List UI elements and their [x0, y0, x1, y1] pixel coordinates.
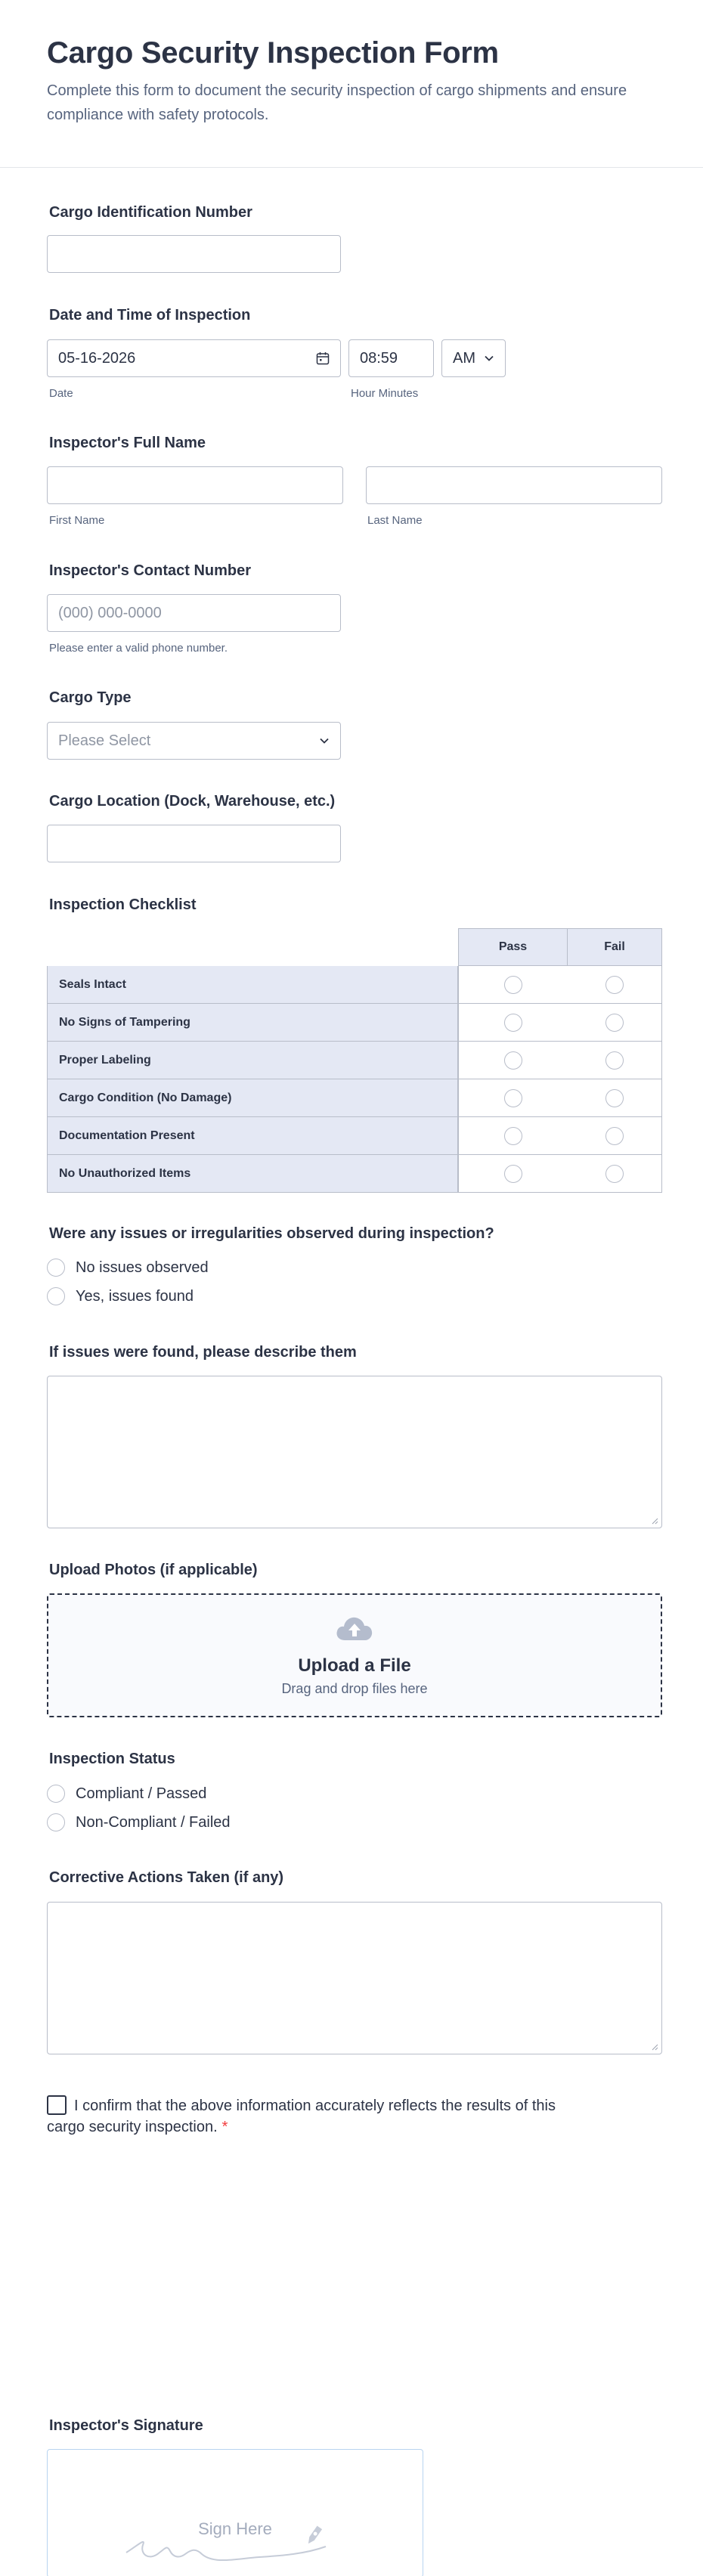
chevron-down-icon: [319, 735, 330, 746]
matrix-cell-pass[interactable]: [458, 1079, 568, 1117]
resize-handle-icon[interactable]: [651, 1517, 658, 1525]
radio-pass[interactable]: [504, 976, 522, 994]
first-name-input[interactable]: [47, 466, 343, 504]
inspector-name-label: Inspector's Full Name: [49, 435, 206, 451]
upload-title: Upload a File: [298, 1655, 411, 1676]
form-subtitle: Complete this form to document the security inspection of cargo shipments and ensure compliance with safety protocols.: [47, 82, 627, 123]
upload-subtitle: Drag and drop files here: [281, 1681, 428, 1696]
matrix-row-label: Documentation Present: [47, 1117, 458, 1155]
option-issues-found[interactable]: [47, 1286, 194, 1307]
cargo-type-placeholder: Please Select: [58, 732, 151, 749]
matrix-cell-fail[interactable]: [567, 1155, 662, 1193]
last-name-input[interactable]: [366, 466, 662, 504]
cargo-location-input[interactable]: [47, 825, 341, 862]
first-name-sublabel: First Name: [49, 514, 105, 527]
radio-fail[interactable]: [605, 1051, 624, 1070]
radio-fail[interactable]: [605, 976, 624, 994]
cargo-type-label: Cargo Type: [49, 689, 132, 706]
matrix-col-fail: Fail: [567, 928, 662, 966]
matrix-cell-pass[interactable]: [458, 1155, 568, 1193]
issues-description-label: If issues were found, please describe them: [49, 1344, 357, 1361]
matrix-cell-pass[interactable]: [458, 1117, 568, 1155]
issues-description-textarea[interactable]: [47, 1376, 662, 1528]
ampm-select[interactable]: [441, 339, 506, 377]
time-input[interactable]: [348, 339, 434, 377]
radio-fail[interactable]: [605, 1089, 624, 1107]
upload-label: Upload Photos (if applicable): [49, 1562, 258, 1578]
radio-fail[interactable]: [605, 1165, 624, 1183]
confirm-text: I confirm that the above information accurately reflects the results of this cargo security inspection.: [47, 2098, 556, 2135]
cargo-id-label: Cargo Identification Number: [49, 204, 252, 221]
form-title: Cargo Security Inspection Form: [47, 36, 499, 70]
matrix-col-pass: Pass: [458, 928, 568, 966]
radio-no-issues[interactable]: [47, 1259, 65, 1277]
option-issues-found-label: Yes, issues found: [76, 1287, 194, 1305]
time-sublabel: Hour Minutes: [351, 387, 419, 400]
cargo-id-input[interactable]: [47, 235, 341, 273]
radio-fail[interactable]: [605, 1127, 624, 1145]
corrective-label: Corrective Actions Taken (if any): [49, 1869, 284, 1886]
matrix-row: [47, 1117, 662, 1155]
cargo-location-label: Cargo Location (Dock, Warehouse, etc.): [49, 793, 336, 810]
phone-hint: Please enter a valid phone number.: [49, 642, 228, 655]
datetime-label: Date and Time of Inspection: [49, 307, 251, 324]
signature-pad[interactable]: [47, 2449, 423, 2576]
radio-pass[interactable]: [504, 1127, 522, 1145]
matrix-cell-fail[interactable]: [567, 1117, 662, 1155]
last-name-sublabel: Last Name: [367, 514, 423, 527]
status-label: Inspection Status: [49, 1751, 175, 1767]
matrix-cell-pass[interactable]: [458, 1004, 568, 1042]
chevron-down-icon: [484, 353, 494, 364]
matrix-row-label: Proper Labeling: [47, 1042, 458, 1079]
confirm-checkbox[interactable]: [47, 2095, 67, 2115]
form-header: [0, 0, 703, 168]
file-upload-dropzone[interactable]: [47, 1593, 662, 1717]
matrix-cell-fail[interactable]: [567, 966, 662, 1004]
option-non-compliant-label: Non-Compliant / Failed: [76, 1813, 231, 1831]
radio-issues-found[interactable]: [47, 1287, 65, 1305]
option-compliant-label: Compliant / Passed: [76, 1785, 207, 1802]
radio-pass[interactable]: [504, 1051, 522, 1070]
matrix-row-label: No Signs of Tampering: [47, 1004, 458, 1042]
matrix-row-label: Seals Intact: [47, 966, 458, 1004]
calendar-icon[interactable]: [316, 351, 330, 365]
contact-label: Inspector's Contact Number: [49, 562, 252, 579]
cloud-upload-icon: [335, 1613, 374, 1643]
resize-handle-icon[interactable]: [651, 2043, 658, 2051]
time-value: 08:59: [360, 349, 398, 367]
matrix-cell-pass[interactable]: [458, 1042, 568, 1079]
confirm-checkbox-row[interactable]: [47, 2095, 576, 2138]
matrix-cell-pass[interactable]: [458, 966, 568, 1004]
option-non-compliant[interactable]: [47, 1812, 231, 1833]
matrix-row: [47, 1004, 662, 1042]
cargo-type-select[interactable]: [47, 722, 341, 760]
matrix-row: [47, 1079, 662, 1117]
phone-input[interactable]: [47, 594, 341, 632]
corrective-textarea[interactable]: [47, 1902, 662, 2054]
radio-pass[interactable]: [504, 1165, 522, 1183]
option-compliant[interactable]: [47, 1783, 206, 1804]
radio-pass[interactable]: [504, 1089, 522, 1107]
matrix-cell-fail[interactable]: [567, 1004, 662, 1042]
signature-placeholder: Sign Here: [198, 2519, 272, 2538]
option-no-issues-label: No issues observed: [76, 1259, 209, 1276]
ampm-value: AM: [453, 349, 475, 367]
issues-observed-label: Were any issues or irregularities observed during inspection?: [49, 1225, 494, 1242]
matrix-row-label: No Unauthorized Items: [47, 1155, 458, 1193]
matrix-cell-fail[interactable]: [567, 1042, 662, 1079]
option-no-issues[interactable]: [47, 1257, 209, 1278]
date-sublabel: Date: [49, 387, 73, 400]
matrix-row: [47, 966, 662, 1004]
date-input[interactable]: [47, 339, 341, 377]
radio-fail[interactable]: [605, 1014, 624, 1032]
radio-compliant[interactable]: [47, 1785, 65, 1803]
required-mark: *: [221, 2119, 228, 2135]
radio-pass[interactable]: [504, 1014, 522, 1032]
date-value: 05-16-2026: [58, 349, 136, 367]
checklist-label: Inspection Checklist: [49, 896, 197, 913]
phone-placeholder: (000) 000-0000: [58, 604, 162, 621]
matrix-row: [47, 1042, 662, 1079]
matrix-row: [47, 1155, 662, 1193]
radio-non-compliant[interactable]: [47, 1813, 65, 1831]
matrix-cell-fail[interactable]: [567, 1079, 662, 1117]
matrix-row-label: Cargo Condition (No Damage): [47, 1079, 458, 1117]
signature-label: Inspector's Signature: [49, 2417, 203, 2434]
